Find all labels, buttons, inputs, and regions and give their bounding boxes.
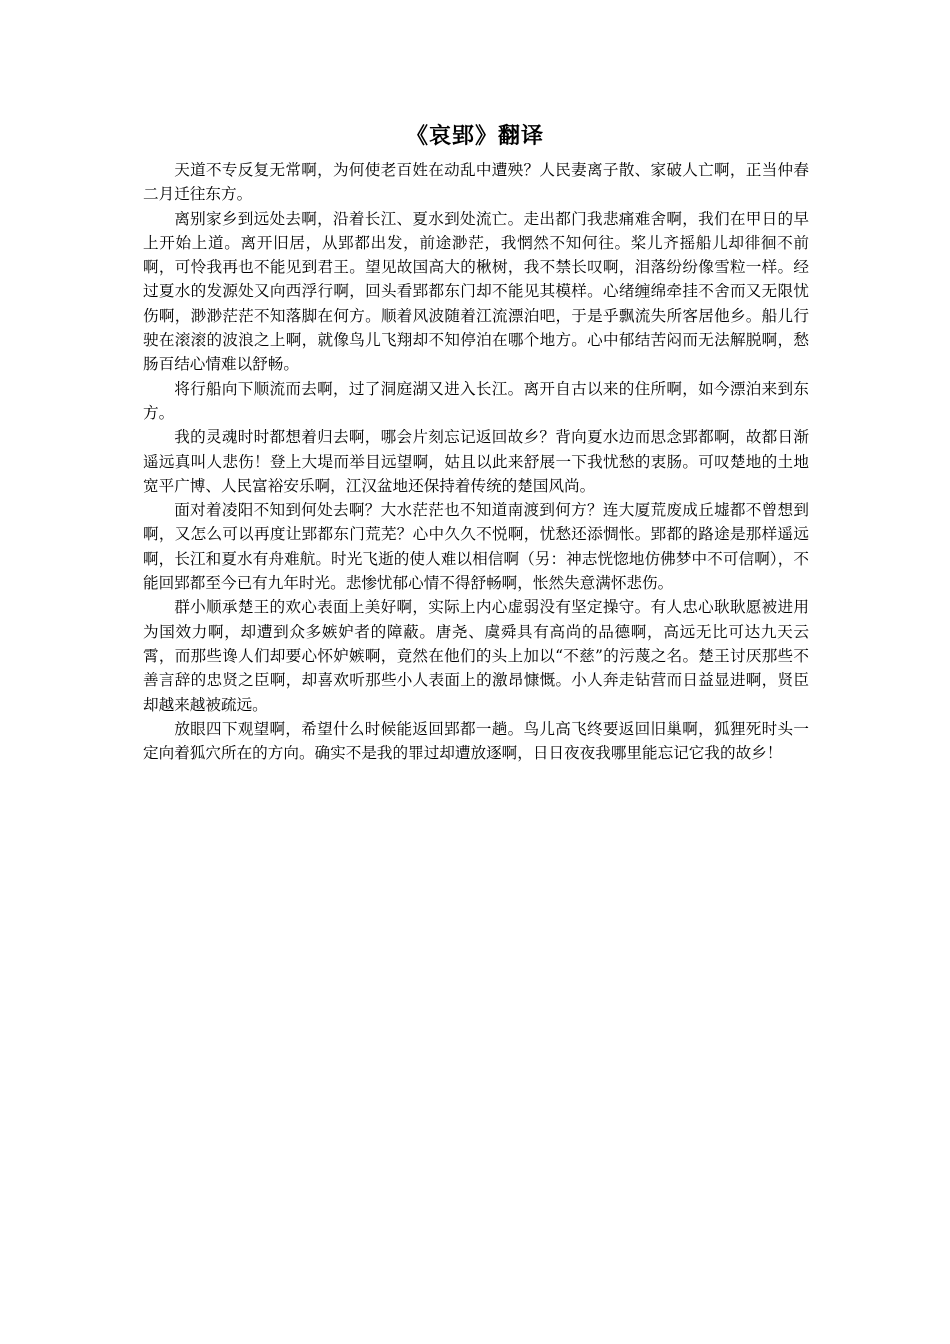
paragraph: 离别家乡到远处去啊，沿着长江、夏水到处流亡。走出都门我悲痛难舍啊，我们在甲日的早上开始上道。离开旧居，从郢都出发，前途渺茫，我惘然不知何往。桨儿齐摇船儿却徘徊不前啊，可怜我再也不能见到君王。望见故国高大的楸树，我不禁长叹啊，泪落纷纷像雪粒一样。经过夏水的发源处又向西浮行啊，回头看郢都东门却不能见其模样。心绪缠绵牵挂不舍而又无限忧伤啊，渺渺茫茫不知落脚在何方。顺着风波随着江流漂泊吧，于是乎飘流失所客居他乡。船儿行驶在滚滚的波浪之上啊，就像鸟儿飞翔却不知停泊在哪个地方。心中郁结苦闷而无法解脱啊，愁肠百结心情难以舒畅。 xyxy=(143,209,809,374)
paragraph: 天道不专反复无常啊，为何使老百姓在动乱中遭殃？人民妻离子散、家破人亡啊，正当仲春二月迁往东方。 xyxy=(143,161,809,204)
paragraph: 放眼四下观望啊，希望什么时候能返回郢都一趟。鸟儿高飞终要返回旧巢啊，狐狸死时头一定向着狐穴所在的方向。确实不是我的罪过却遭放逐啊，日日夜夜我哪里能忘记它我的故乡！ xyxy=(143,719,809,763)
paragraph: 群小顺承楚王的欢心表面上美好啊，实际上内心虚弱没有坚定操守。有人忠心耿耿愿被进用为国效力啊，却遭到众多嫉妒者的障蔽。唐尧、虞舜具有高尚的品德啊，高远无比可达九天云霄，而那些谗人们却要心怀妒嫉啊，竟然在他们的头上加以“不慈”的污蔑之名。楚王讨厌那些不善言辞的忠贤之臣啊，却喜欢听那些小人表面上的激昂慷慨。小人奔走钻营而日益显进啊，贤臣却越来越被疏远。 xyxy=(143,598,809,714)
paragraph: 我的灵魂时时都想着归去啊，哪会片刻忘记返回故乡？背向夏水边而思念郢都啊，故都日渐遥远真叫人悲伤！登上大堤而举目远望啊，姑且以此来舒展一下我忧愁的衷肠。可叹楚地的土地宽平广博、人民富裕安乐啊，江汉盆地还保持着传统的楚国风尚。 xyxy=(143,428,809,495)
paragraph: 面对着凌阳不知到何处去啊？大水茫茫也不知道南渡到何方？连大厦荒废成丘墟都不曾想到啊，又怎么可以再度让郢都东门荒芜？心中久久不悦啊，忧愁还添惆怅。郢都的路途是那样遥远啊，长江和夏水有舟难航。时光飞逝的使人难以相信啊（另：神志恍惚地仿佛梦中不可信啊），不能回郢都至今已有九年时光。悲惨忧郁心情不得舒畅啊，怅然失意满怀悲伤。 xyxy=(143,501,809,593)
paragraph: 将行船向下顺流而去啊，过了洞庭湖又进入长江。离开自古以来的住所啊，如今漂泊来到东方。 xyxy=(143,379,809,422)
document-body xyxy=(143,158,809,765)
document-title: 《哀郢》翻译 xyxy=(405,123,544,149)
